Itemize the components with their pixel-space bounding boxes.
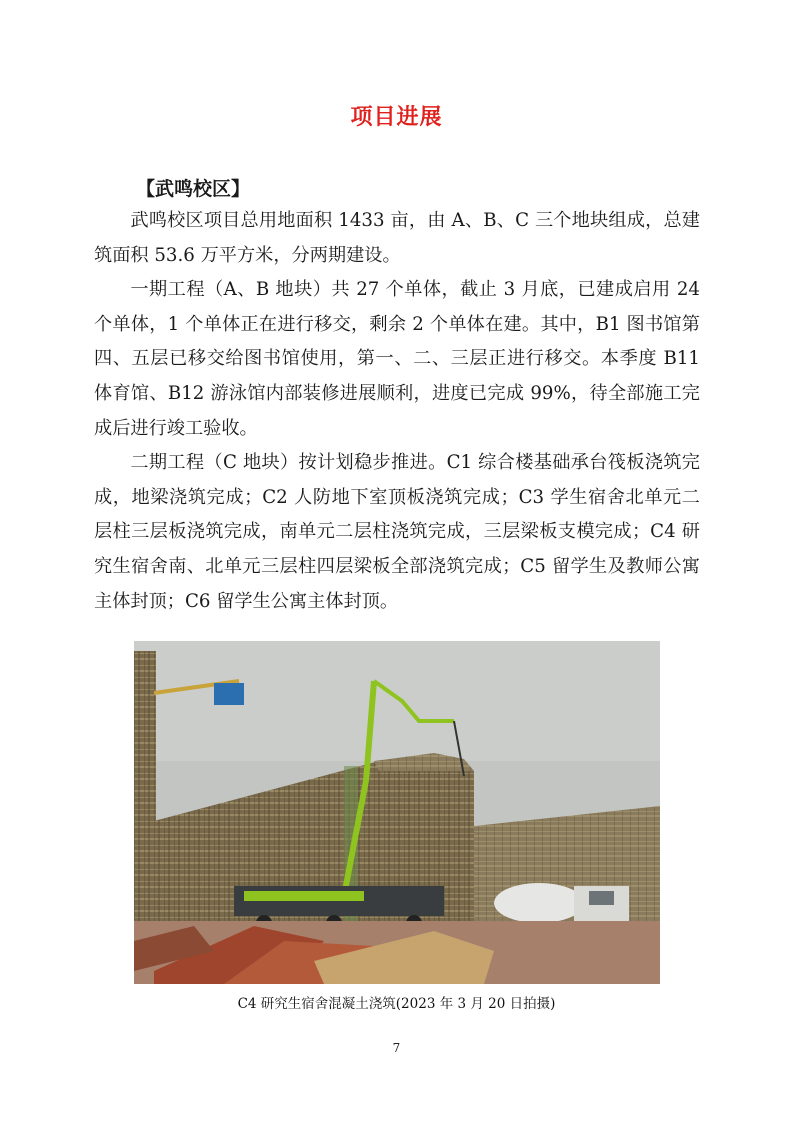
body-text [94,204,700,619]
section-heading: 【武鸣校区】 [136,178,251,200]
paragraph-phase-one: 一期工程（A、B 地块）共 27 个单体，截止 3 月底，已建成启用 24 个单体，1 个单体正在进行移交，剩余 2 个单体在建。其中，B1 图书馆第四、五层已移交给图书馆使用，第一、二、三层正进行移交。本季度 B11 体育馆、B12 游泳馆内部装修进展顺利，进度已完成 99%，待全部施工完成后进行竣工验收。 [94,279,700,439]
construction-photo [134,641,660,984]
page-number: 7 [392,1041,401,1055]
page-title: 项目进展 [350,105,443,130]
paragraph-phase-two: 二期工程（C 地块）按计划稳步推进。C1 综合楼基础承台筏板浇筑完成，地梁浇筑完成；C2 人防地下室顶板浇筑完成；C3 学生宿舍北单元二层柱三层板浇筑完成，南单元二层柱浇筑完成，三层梁板支模完成；C4 研究生宿舍南、北单元三层柱四层梁板全部浇筑完成；C5 留学生及教师公寓主体封顶；C6 留学生公寓主体封顶。 [94,452,700,612]
paragraph-overview: 武鸣校区项目总用地面积 1433 亩，由 A、B、C 三个地块组成，总建筑面积 53.6 万平方米，分两期建设。 [94,210,700,266]
photo-caption: C4 研究生宿舍混凝土浇筑(2023 年 3 月 20 日拍摄) [237,996,556,1012]
